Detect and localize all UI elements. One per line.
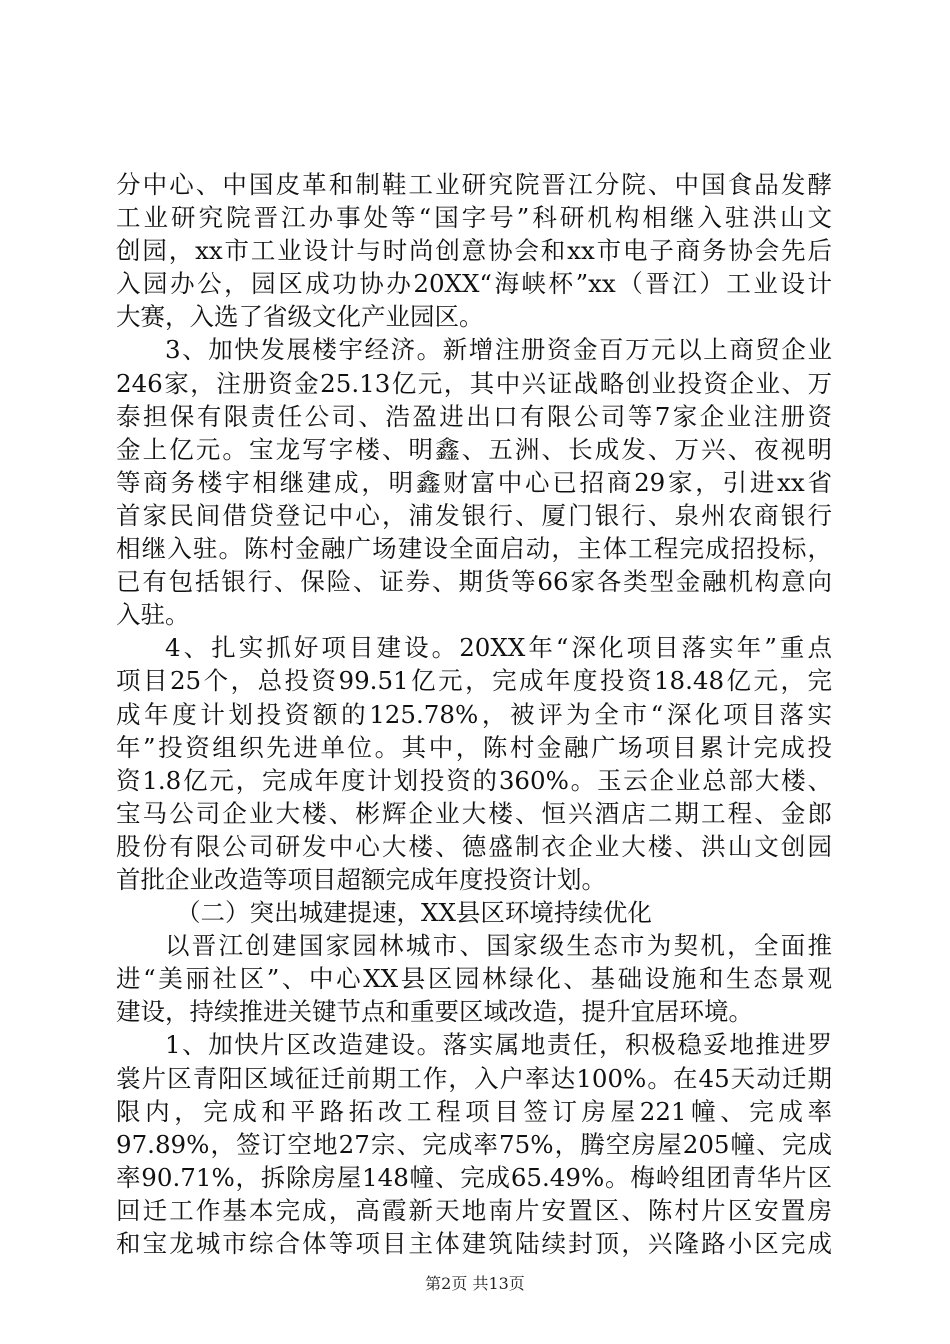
text-line: 进“美丽社区”、中心XX县区园林绿化、基础设施和生态景观 — [116, 964, 832, 994]
text-line: 资1.8亿元，完成年度计划投资的360%。玉云企业总部大楼、 — [116, 765, 832, 795]
text-line: 大赛，入选了省级文化产业园区。 — [116, 302, 484, 332]
text-line: 首批企业改造等项目超额完成年度投资计划。 — [116, 864, 606, 894]
text-line: 246家，注册资金25.13亿元，其中兴证战略创业投资企业、万 — [116, 368, 832, 398]
text-line: 泰担保有限责任公司、浩盈进出口有限公司等7家企业注册资 — [116, 401, 832, 431]
text-line: 创园，xx市工业设计与时尚创意协会和xx市电子商务协会先后 — [116, 236, 832, 266]
text-line: 已有包括银行、保险、证券、期货等66家各类型金融机构意向 — [116, 567, 832, 597]
paragraph-start-line: 3、加快发展楼宇经济。新增注册资金百万元以上商贸企业 — [165, 335, 832, 365]
paragraph-start-line: 4、扎实抓好项目建设。20XX年“深化项目落实年”重点 — [165, 633, 832, 663]
text-line: 分中心、中国皮革和制鞋工业研究院晋江分院、中国食品发酵 — [116, 170, 832, 199]
text-line: 等商务楼宇相继建成，明鑫财富中心已招商29家，引进xx省 — [116, 467, 832, 497]
page-number: 第2页 共13页 — [425, 1274, 525, 1293]
text-line: 入驻。 — [116, 600, 190, 630]
text-line: 首家民间借贷登记中心，浦发银行、厦门银行、泉州农商银行 — [116, 500, 832, 530]
paragraph-start-line: 以晋江创建国家园林城市、国家级生态市为契机，全面推 — [165, 931, 832, 961]
text-line: 入园办公，园区成功协办20XX“海峡杯”xx（晋江）工业设计 — [116, 269, 832, 299]
text-line: 和宝龙城市综合体等项目主体建筑陆续封顶，兴隆路小区完成 — [116, 1229, 832, 1258]
text-line: 成年度计划投资额的125.78%，被评为全市“深化项目落实 — [116, 699, 832, 729]
text-line: 项目25个，总投资99.51亿元，完成年度投资18.48亿元，完 — [116, 666, 832, 696]
text-line: 工业研究院晋江办事处等“国字号”科研机构相继入驻洪山文 — [116, 203, 832, 233]
text-line: 股份有限公司研发中心大楼、德盛制衣企业大楼、洪山文创园 — [116, 831, 832, 861]
text-line: 建设，持续推进关键节点和重要区域改造，提升宜居环境。 — [116, 997, 753, 1027]
text-line: 97.89%，签订空地27宗、完成率75%，腾空房屋205幢、完成 — [116, 1129, 832, 1159]
text-line: 裳片区青阳区域征迁前期工作，入户率达100%。在45天动迁期 — [116, 1063, 832, 1093]
text-line: 限内，完成和平路拓改工程项目签订房屋221幢、完成率 — [116, 1096, 832, 1126]
text-line: 年”投资组织先进单位。其中，陈村金融广场项目累计完成投 — [116, 732, 832, 762]
paragraph-start-line: 1、加快片区改造建设。落实属地责任，积极稳妥地推进罗 — [165, 1030, 832, 1060]
text-line: 率90.71%，拆除房屋148幢、完成65.49%。梅岭组团青华片区 — [116, 1162, 832, 1192]
text-line: 回迁工作基本完成，高霞新天地南片安置区、陈村片区安置房 — [116, 1195, 832, 1225]
document-body — [116, 168, 832, 1260]
section-heading: （二）突出城建提速，XX县区环境持续优化 — [176, 898, 652, 928]
text-line: 相继入驻。陈村金融广场建设全面启动，主体工程完成招投标， — [116, 534, 832, 564]
text-line: 金上亿元。宝龙写字楼、明鑫、五洲、长成发、万兴、夜视明 — [116, 434, 832, 464]
text-line: 宝马公司企业大楼、彬辉企业大楼、恒兴酒店二期工程、金郎 — [116, 798, 832, 828]
